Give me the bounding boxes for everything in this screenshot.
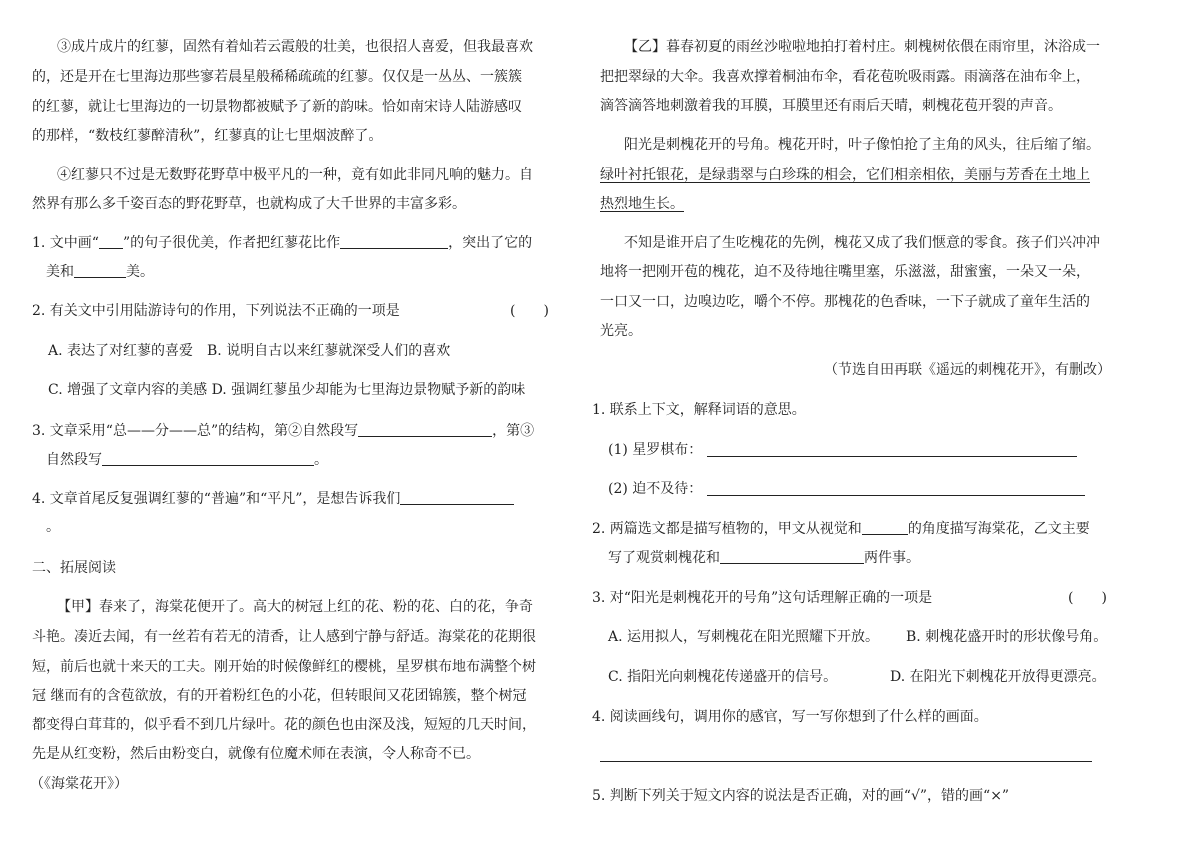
- left-question-2: 2. 有关文中引用陆游诗句的作用，下列说法不正确的一项是: [32, 303, 400, 319]
- left-question-1: 1. 文中画“ ”的句子很优美，作者把红蓼花比作 ，突出了它的: [32, 235, 533, 251]
- section-heading: 二、拓展阅读: [32, 560, 116, 576]
- right-question-2-cont: 写了观赏刺槐花和 两件事。: [608, 550, 920, 566]
- left-question-1-cont: 美和 美。: [46, 264, 154, 280]
- yi-p1-line2: 把把翠绿的大伞。我喜欢撑着桐油布伞，看花苞吮吸雨露。雨滴落在油布伞上，: [600, 69, 1090, 85]
- yi-p1-line1: 【乙】暮春初夏的雨丝沙啦啦地拍打着村庄。刺槐树依偎在雨帘里，沐浴成一: [624, 39, 1100, 55]
- para4-line1: ④红蓼只不过是无数野花野草中极平凡的一种，竟有如此非同凡响的魅力。自: [57, 167, 533, 183]
- jia-line6: 先是从红变粉，然后由粉变白，就像有位魔术师在表演，令人称奇不已。: [32, 746, 480, 762]
- answer-blank[interactable]: [862, 520, 908, 535]
- right-question-1b: (2) 迫不及待：: [608, 481, 703, 497]
- right-question-2: 2. 两篇选文都是描写植物的，甲文从视觉和 的角度描写海棠花，乙文主要: [592, 521, 1090, 537]
- yi-p3-line4: 光亮。: [600, 323, 642, 339]
- answer-paren[interactable]: ( ): [1068, 590, 1107, 606]
- para3-line2: 的，还是开在七里海边那些寥若晨星般稀稀疏疏的红蓼。仅仅是一丛丛、一簇簇: [32, 69, 522, 85]
- q2-options-cd: C. 增强了文章内容的美感 D. 强调红蓼虽少却能为七里海边景物赋予新的韵味: [48, 382, 526, 398]
- answer-line[interactable]: [600, 761, 1092, 762]
- para4-line2: 然界有那么多千姿百态的野花野草，也就构成了大千世界的丰富多彩。: [32, 196, 466, 212]
- answer-line[interactable]: [707, 456, 1077, 457]
- jia-source: （《海棠花开》）: [30, 776, 128, 792]
- answer-blank[interactable]: [340, 234, 448, 249]
- para3-line4: 的那样，“数枝红蓼醉清秋”，红蓼真的让七里烟波醉了。: [32, 128, 383, 144]
- jia-line2: 斗艳。凑近去闻，有一丝若有若无的清香，让人感到宁静与舒适。海棠花的花期很: [32, 629, 536, 645]
- yi-p3-line3: 一口又一口，边嗅边吃，嚼个不停。那槐花的色香味，一下子就成了童年生活的: [600, 294, 1090, 310]
- right-question-4: 4. 阅读画线句，调用你的感官，写一写你想到了什么样的画面。: [592, 709, 988, 725]
- jia-line4: 冠 继而有的含苞欲放，有的开着粉红色的小花，但转眼间又花团锦簇，整个树冠: [32, 688, 527, 704]
- answer-paren[interactable]: ( ): [510, 303, 549, 319]
- left-question-4: 4. 文章首尾反复强调红蓼的“普遍”和“平凡”，是想告诉我们: [32, 490, 514, 508]
- right-question-5: 5. 判断下列关于短文内容的说法是否正确，对的画“√”，错的画“×”: [592, 788, 1010, 804]
- left-question-4-end: 。: [46, 519, 60, 535]
- jia-line5: 都变得白茸茸的，似乎看不到几片绿叶。花的颜色也由深及浅，短短的几天时间，: [32, 717, 536, 733]
- right-question-3: 3. 对“阳光是刺槐花开的号角”这句话理解正确的一项是: [592, 590, 933, 606]
- q3-option-b: B. 刺槐花盛开时的形状像号角。: [906, 629, 1108, 645]
- answer-blank[interactable]: [720, 549, 864, 564]
- answer-line[interactable]: [707, 495, 1085, 496]
- answer-blank[interactable]: [102, 451, 314, 466]
- para3-line1: ③成片成片的红蓼，固然有着灿若云霞般的壮美，也很招人喜爱，但我最喜欢: [57, 39, 533, 55]
- answer-blank[interactable]: [99, 234, 123, 249]
- q3-option-a: A. 运用拟人，写刺槐花在阳光照耀下开放。: [608, 629, 880, 645]
- yi-p2-line1: 阳光是刺槐花开的号角。槐花开时，叶子像怕抢了主角的风头，往后缩了缩。: [624, 137, 1100, 153]
- yi-p3-line2: 地将一把刚开苞的槐花，迫不及待地往嘴里塞，乐滋滋，甜蜜蜜，一朵又一朵，: [600, 264, 1090, 280]
- q3-option-d: D. 在阳光下刺槐花开放得更漂亮。: [890, 669, 1106, 685]
- jia-line1: 【甲】春来了，海棠花便开了。高大的树冠上红的花、粉的花、白的花，争奇: [57, 599, 533, 615]
- answer-blank[interactable]: [400, 490, 514, 505]
- underlined-sentence-line1: 绿叶衬托银花，是绿翡翠与白珍珠的相会，它们相亲相依，美丽与芳香在土地上: [600, 167, 1090, 183]
- yi-p1-line3: 滴答滴答地刺激着我的耳膜，耳膜里还有雨后天晴，刺槐花苞开裂的声音。: [600, 98, 1062, 114]
- para3-line3: 的红蓼，就让七里海边的一切景物都被赋予了新的韵味。恰如南宋诗人陆游感叹: [32, 99, 522, 115]
- underlined-sentence-line2: 热烈地生长。: [600, 196, 684, 212]
- yi-source: （节选自田再联《遥远的刺槐花开》，有删改）: [824, 362, 1111, 378]
- jia-line3: 短，前后也就十来天的工夫。刚开始的时候像鲜红的樱桃，星罗棋布地布满整个树: [32, 659, 536, 675]
- left-question-3: 3. 文章采用“总——分——总”的结构，第②自然段写 ，第③: [32, 423, 535, 439]
- right-question-1a: (1) 星罗棋布：: [608, 442, 703, 458]
- yi-p3-line1: 不知是谁开启了生吃槐花的先例，槐花又成了我们惬意的零食。孩子们兴冲冲: [624, 235, 1100, 251]
- q2-options-ab: A. 表达了对红蓼的喜爱 B. 说明自古以来红蓼就深受人们的喜欢: [48, 343, 451, 359]
- q3-option-c: C. 指阳光向刺槐花传递盛开的信号。: [608, 669, 838, 685]
- answer-blank[interactable]: [74, 263, 126, 278]
- right-question-1: 1. 联系上下文，解释词语的意思。: [592, 402, 806, 418]
- left-question-3-cont: 自然段写 。: [46, 452, 328, 468]
- answer-blank[interactable]: [358, 422, 492, 437]
